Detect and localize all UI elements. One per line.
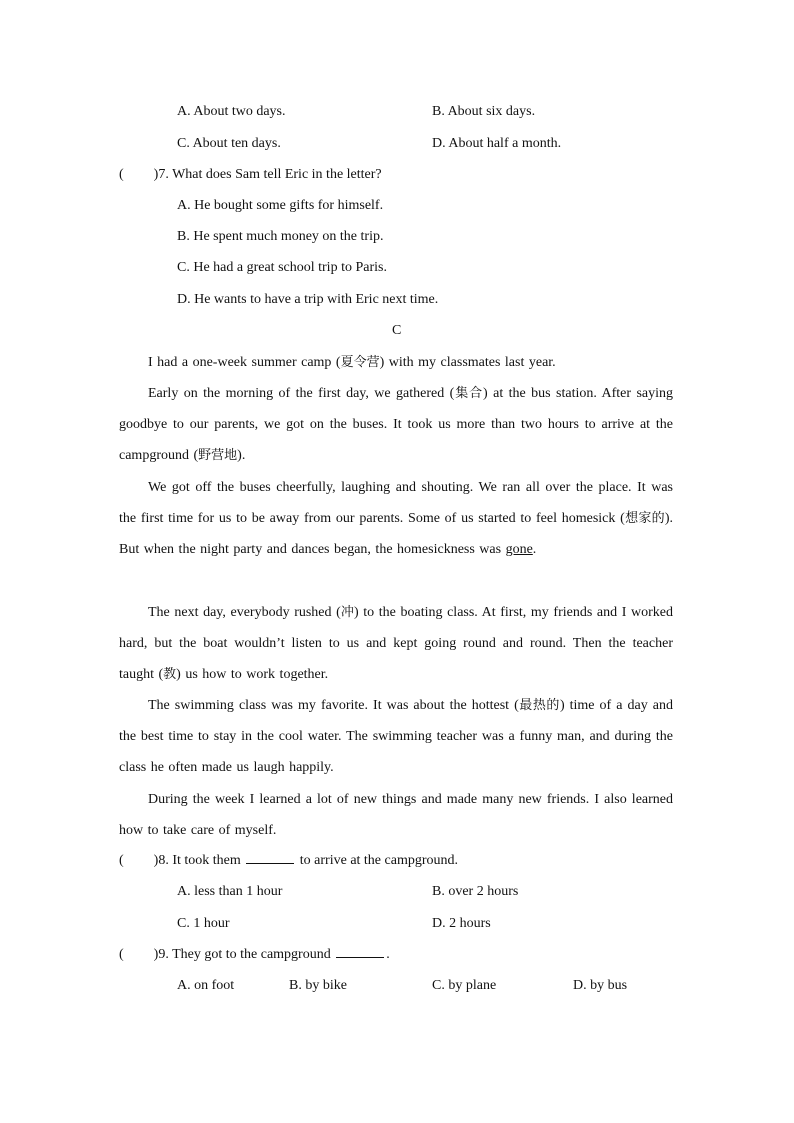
passage-paragraph-1: [119, 347, 673, 378]
passage-paragraph-3: [119, 472, 673, 566]
p4-gloss-2: 教: [163, 667, 177, 683]
q9-stem-before: They got to the campground: [172, 947, 331, 962]
passage-paragraph-6: During the week I learned a lot of new things and made many new friends. I also learned how to take care of myself.: [119, 792, 673, 839]
passage-paragraph-5: [119, 690, 673, 784]
p3-text-c: .: [532, 542, 537, 558]
q9-option-c: C. by plane: [432, 978, 497, 993]
q8-option-a: A. less than 1 hour: [177, 884, 283, 899]
p2-gloss-1: 集合: [454, 386, 484, 401]
q8-paren-open: (: [119, 853, 124, 868]
q9-stem-line: [119, 945, 390, 965]
q7-number: )7.: [153, 167, 169, 182]
q9-number: )9.: [153, 947, 169, 962]
section-c-heading: C: [392, 323, 402, 338]
q9-option-d: D. by bus: [573, 978, 628, 993]
p5-text-a: The swimming class was my favorite. It was about the hottest (: [148, 698, 519, 713]
q6-option-d: D. About half a month.: [432, 136, 562, 151]
q8-option-b: B. over 2 hours: [432, 884, 519, 899]
q8-stem-before: It took them: [172, 853, 241, 868]
p1-gloss: 夏令营: [340, 355, 380, 370]
p2-text-b: ) at the bus station. After saying goodbye to our parents, we got on the buses. It took us more than two hours to arrive at the campground (: [119, 386, 673, 464]
q7-option-a: A. He bought some gifts for himself.: [177, 198, 384, 213]
p5-text-b: ) time of a day and the best time to stay in the cool water. The swimming teacher was a funny man, and during the class he often made us laugh happily.: [119, 698, 673, 776]
p2-gloss-2: 野营地: [198, 448, 238, 464]
passage-paragraph-4: [119, 597, 673, 691]
p5-gloss: 最热的: [518, 698, 560, 713]
q8-stem-line: [119, 851, 458, 871]
p3-underlined-word: gone: [505, 542, 533, 558]
q6-option-c: C. About ten days.: [177, 136, 281, 151]
p2-text-a: Early on the morning of the first day, we gathered (: [148, 386, 455, 401]
q7-option-b: B. He spent much money on the trip.: [177, 229, 384, 244]
p3-gloss: 想家的: [624, 511, 665, 527]
p2-text-c: ).: [237, 448, 246, 464]
q9-option-a: A. on foot: [177, 978, 235, 993]
p4-text-b: ) to the boating class. At first, my friends and I worked hard, but the boat wouldn’t listen to us and kept going round and round. Then the teacher taught (: [119, 605, 673, 683]
q7-stem-line: [119, 165, 382, 185]
p1-text: I had a one-week summer camp (: [148, 355, 341, 370]
q6-option-a: A. About two days.: [177, 104, 286, 119]
q8-answer-blank: [246, 851, 294, 864]
p4-text-c: ) us how to work together.: [176, 667, 329, 683]
q8-option-c: C. 1 hour: [177, 916, 230, 931]
q8-number: )8.: [153, 853, 169, 868]
q9-stem-after: .: [386, 947, 390, 962]
p4-text-a: The next day, everybody rushed (: [148, 605, 341, 620]
q7-paren-open: (: [119, 167, 124, 182]
q8-option-d: D. 2 hours: [432, 916, 491, 931]
q7-stem: What does Sam tell Eric in the letter?: [172, 167, 382, 182]
q6-option-b: B. About six days.: [432, 104, 536, 119]
q9-option-b: B. by bike: [289, 978, 347, 993]
q9-paren-open: (: [119, 947, 124, 962]
q9-answer-blank: [336, 945, 384, 958]
p1-text-end: ) with my classmates last year.: [379, 355, 556, 370]
p3-text-b: ). But when the night party and dances began, the homesickness was: [119, 511, 673, 558]
p4-gloss-1: 冲: [340, 605, 355, 620]
q7-option-c: C. He had a great school trip to Paris.: [177, 260, 387, 275]
passage-paragraph-2: [119, 378, 673, 472]
p3-text-a: We got off the buses cheerfully, laughing and shouting. We ran all over the place. It was the first time for us to be away from our parents. Some of us started to feel homesick (: [119, 480, 673, 527]
q7-option-d: D. He wants to have a trip with Eric next time.: [177, 292, 439, 307]
q8-stem-after: to arrive at the campground.: [299, 853, 458, 868]
